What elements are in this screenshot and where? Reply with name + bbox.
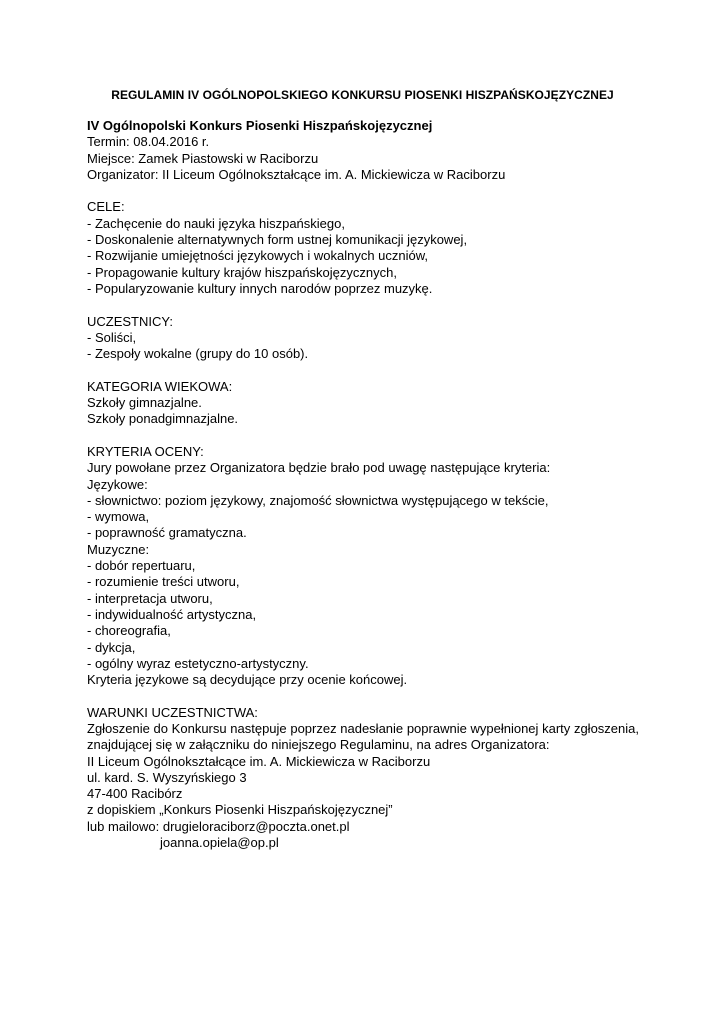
kryteria-intro: Jury powołane przez Organizatora będzie brało pod uwagę następujące kryteria: bbox=[87, 460, 551, 476]
spacer bbox=[87, 183, 639, 199]
event-organizer: Organizator: II Liceum Ogólnokształcące im. A. Mickiewicza w Raciborzu bbox=[87, 166, 506, 182]
list-item: Szkoły ponadgimnazjalne. bbox=[87, 411, 239, 427]
list-item: - dykcja, bbox=[87, 639, 136, 655]
jezykowe-label: Językowe: bbox=[87, 476, 148, 492]
document-title: REGULAMIN IV OGÓLNOPOLSKIEGO KONKURSU PIOSENKI HISZPAŃSKOJĘZYCZNEJ bbox=[111, 88, 614, 102]
document-body bbox=[87, 118, 639, 851]
email-second: joanna.opiela@op.pl bbox=[160, 835, 279, 851]
list-item: - Doskonalenie alternatywnych form ustnej komunikacji językowej, bbox=[87, 232, 468, 248]
list-item: Szkoły gimnazjalne. bbox=[87, 395, 202, 411]
list-item: - dobór repertuaru, bbox=[87, 558, 196, 574]
spacer bbox=[87, 688, 639, 704]
muzyczne-label: Muzyczne: bbox=[87, 541, 150, 557]
section-heading-uczestnicy: UCZESTNICY: bbox=[87, 313, 173, 329]
list-item: - Soliści, bbox=[87, 329, 137, 345]
email-line: lub mailowo: drugieloraciborz@poczta.onet.pl bbox=[87, 818, 350, 834]
list-item: - Popularyzowanie kultury innych narodów poprzez muzykę. bbox=[87, 280, 433, 296]
list-item: - interpretacja utworu, bbox=[87, 590, 213, 606]
address-line: II Liceum Ogólnokształcące im. A. Mickiewicza w Raciborzu bbox=[87, 753, 431, 769]
section-heading-kategoria: KATEGORIA WIEKOWA: bbox=[87, 378, 233, 394]
warunki-paragraph: Zgłoszenie do Konkursu następuje poprzez nadesłanie poprawnie wypełnionej karty zgłoszenia, znajdującej się w załączniku do niniejszego Regulaminu, na adres Organizatora: bbox=[87, 720, 639, 753]
section-heading-warunki: WARUNKI UCZESTNICTWA: bbox=[87, 704, 258, 720]
list-item: - Rozwijanie umiejętności językowych i wokalnych uczniów, bbox=[87, 248, 429, 264]
list-item: - Zachęcenie do nauki języka hiszpańskiego, bbox=[87, 215, 345, 231]
address-line: z dopiskiem „Konkurs Piosenki Hiszpańskojęzycznej” bbox=[87, 802, 393, 818]
address-line: 47-400 Racibórz bbox=[87, 786, 183, 802]
list-item: - indywidualność artystyczna, bbox=[87, 606, 257, 622]
list-item: - słownictwo: poziom językowy, znajomość słownictwa występującego w tekście, bbox=[87, 492, 549, 508]
kryteria-summary: Kryteria językowe są decydujące przy ocenie końcowej. bbox=[87, 672, 408, 688]
list-item: - Zespoły wokalne (grupy do 10 osób). bbox=[87, 346, 309, 362]
address-line: ul. kard. S. Wyszyńskiego 3 bbox=[87, 769, 247, 785]
list-item: - ogólny wyraz estetyczno-artystyczny. bbox=[87, 655, 309, 671]
section-heading-cele: CELE: bbox=[87, 199, 125, 215]
event-place: Miejsce: Zamek Piastowski w Raciborzu bbox=[87, 150, 319, 166]
section-heading-kryteria: KRYTERIA OCENY: bbox=[87, 443, 204, 459]
spacer bbox=[87, 297, 639, 313]
list-item: - Propagowanie kultury krajów hiszpańskojęzycznych, bbox=[87, 264, 397, 280]
spacer bbox=[87, 362, 639, 378]
list-item: - choreografia, bbox=[87, 623, 171, 639]
list-item: - wymowa, bbox=[87, 509, 150, 525]
spacer bbox=[87, 428, 639, 444]
event-date: Termin: 08.04.2016 r. bbox=[87, 134, 210, 150]
list-item: - rozumienie treści utworu, bbox=[87, 574, 240, 590]
list-item: - poprawność gramatyczna. bbox=[87, 525, 247, 541]
event-heading: IV Ogólnopolski Konkurs Piosenki Hiszpańskojęzycznej bbox=[87, 118, 433, 133]
